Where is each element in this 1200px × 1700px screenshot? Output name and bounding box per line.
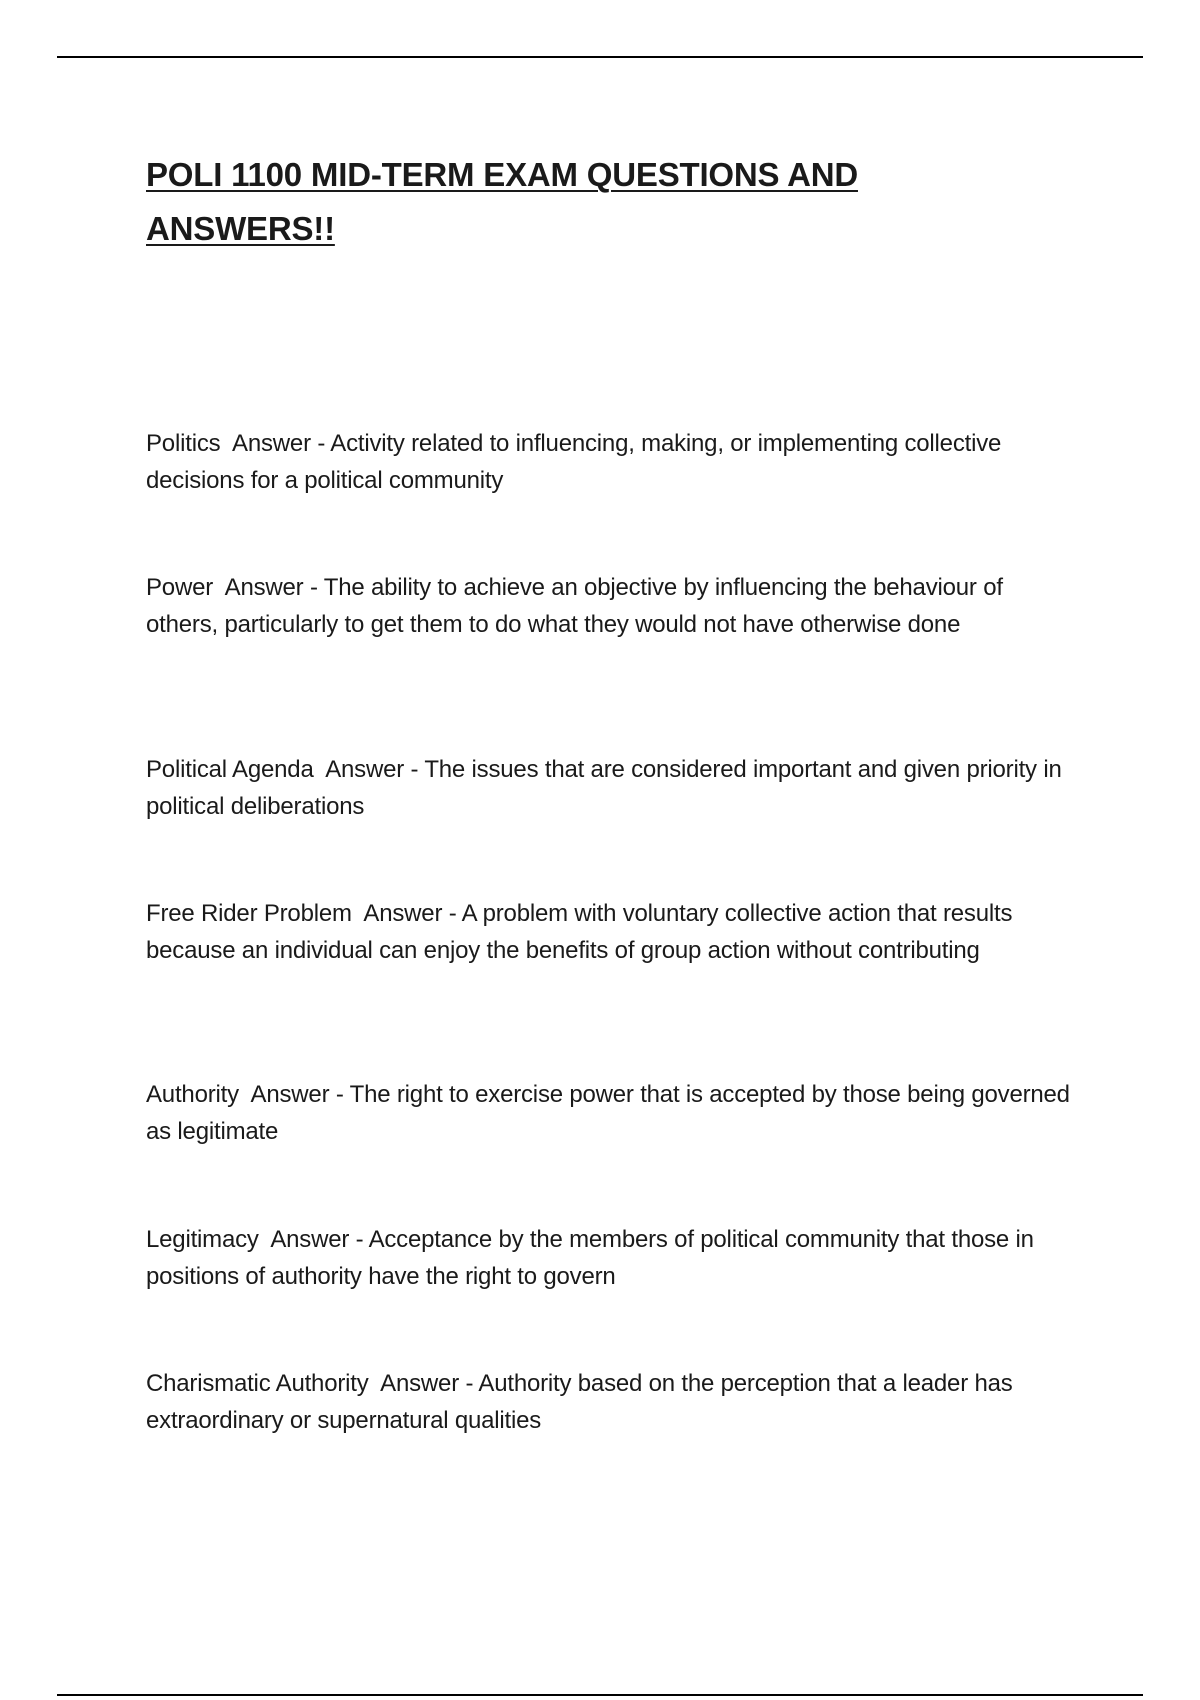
qa-term: Authority — [146, 1081, 239, 1108]
qa-answer: The ability to achieve an objective by influencing the behaviour of others, particularly to get them to do what they would not have otherwise done — [146, 574, 1003, 638]
qa-item — [146, 425, 1076, 499]
header-rule — [57, 56, 1143, 58]
qa-answer: Authority based on the perception that a leader has extraordinary or supernatural qualities — [146, 1370, 1013, 1434]
qa-answer: The issues that are considered important and given priority in political deliberations — [146, 756, 1062, 820]
qa-term: Charismatic Authority — [146, 1370, 369, 1397]
qa-term: Legitimacy — [146, 1226, 259, 1253]
qa-term: Free Rider Problem — [146, 900, 352, 927]
page-title: POLI 1100 MID-TERM EXAM QUESTIONS AND ANSWERS!! — [146, 156, 858, 247]
qa-separator: Answer - — [313, 756, 425, 783]
qa-separator: Answer - — [351, 900, 462, 927]
qa-separator: Answer - — [368, 1370, 479, 1397]
qa-separator: Answer - — [238, 1081, 350, 1108]
qa-answer: Activity related to influencing, making, or implementing collective decisions for a political community — [146, 430, 1002, 494]
qa-separator: Answer - — [220, 430, 331, 457]
qa-separator: Answer - — [213, 574, 324, 601]
qa-item — [146, 751, 1076, 825]
qa-item — [146, 895, 1076, 969]
qa-item — [146, 1365, 1076, 1439]
qa-item — [146, 1221, 1076, 1295]
qa-term: Political Agenda — [146, 756, 314, 783]
footer-rule — [57, 1694, 1143, 1696]
qa-term: Politics — [146, 430, 221, 457]
qa-item — [146, 1076, 1076, 1150]
qa-term: Power — [146, 574, 214, 601]
qa-separator: Answer - — [258, 1226, 369, 1253]
qa-answer: Acceptance by the members of political community that those in positions of authority have the right to govern — [146, 1226, 1034, 1290]
qa-answer: The right to exercise power that is accepted by those being governed as legitimate — [146, 1081, 1070, 1145]
qa-answer: A problem with voluntary collective action that results because an individual can enjoy the benefits of group action without contributing — [146, 900, 1013, 964]
qa-item — [146, 569, 1076, 643]
